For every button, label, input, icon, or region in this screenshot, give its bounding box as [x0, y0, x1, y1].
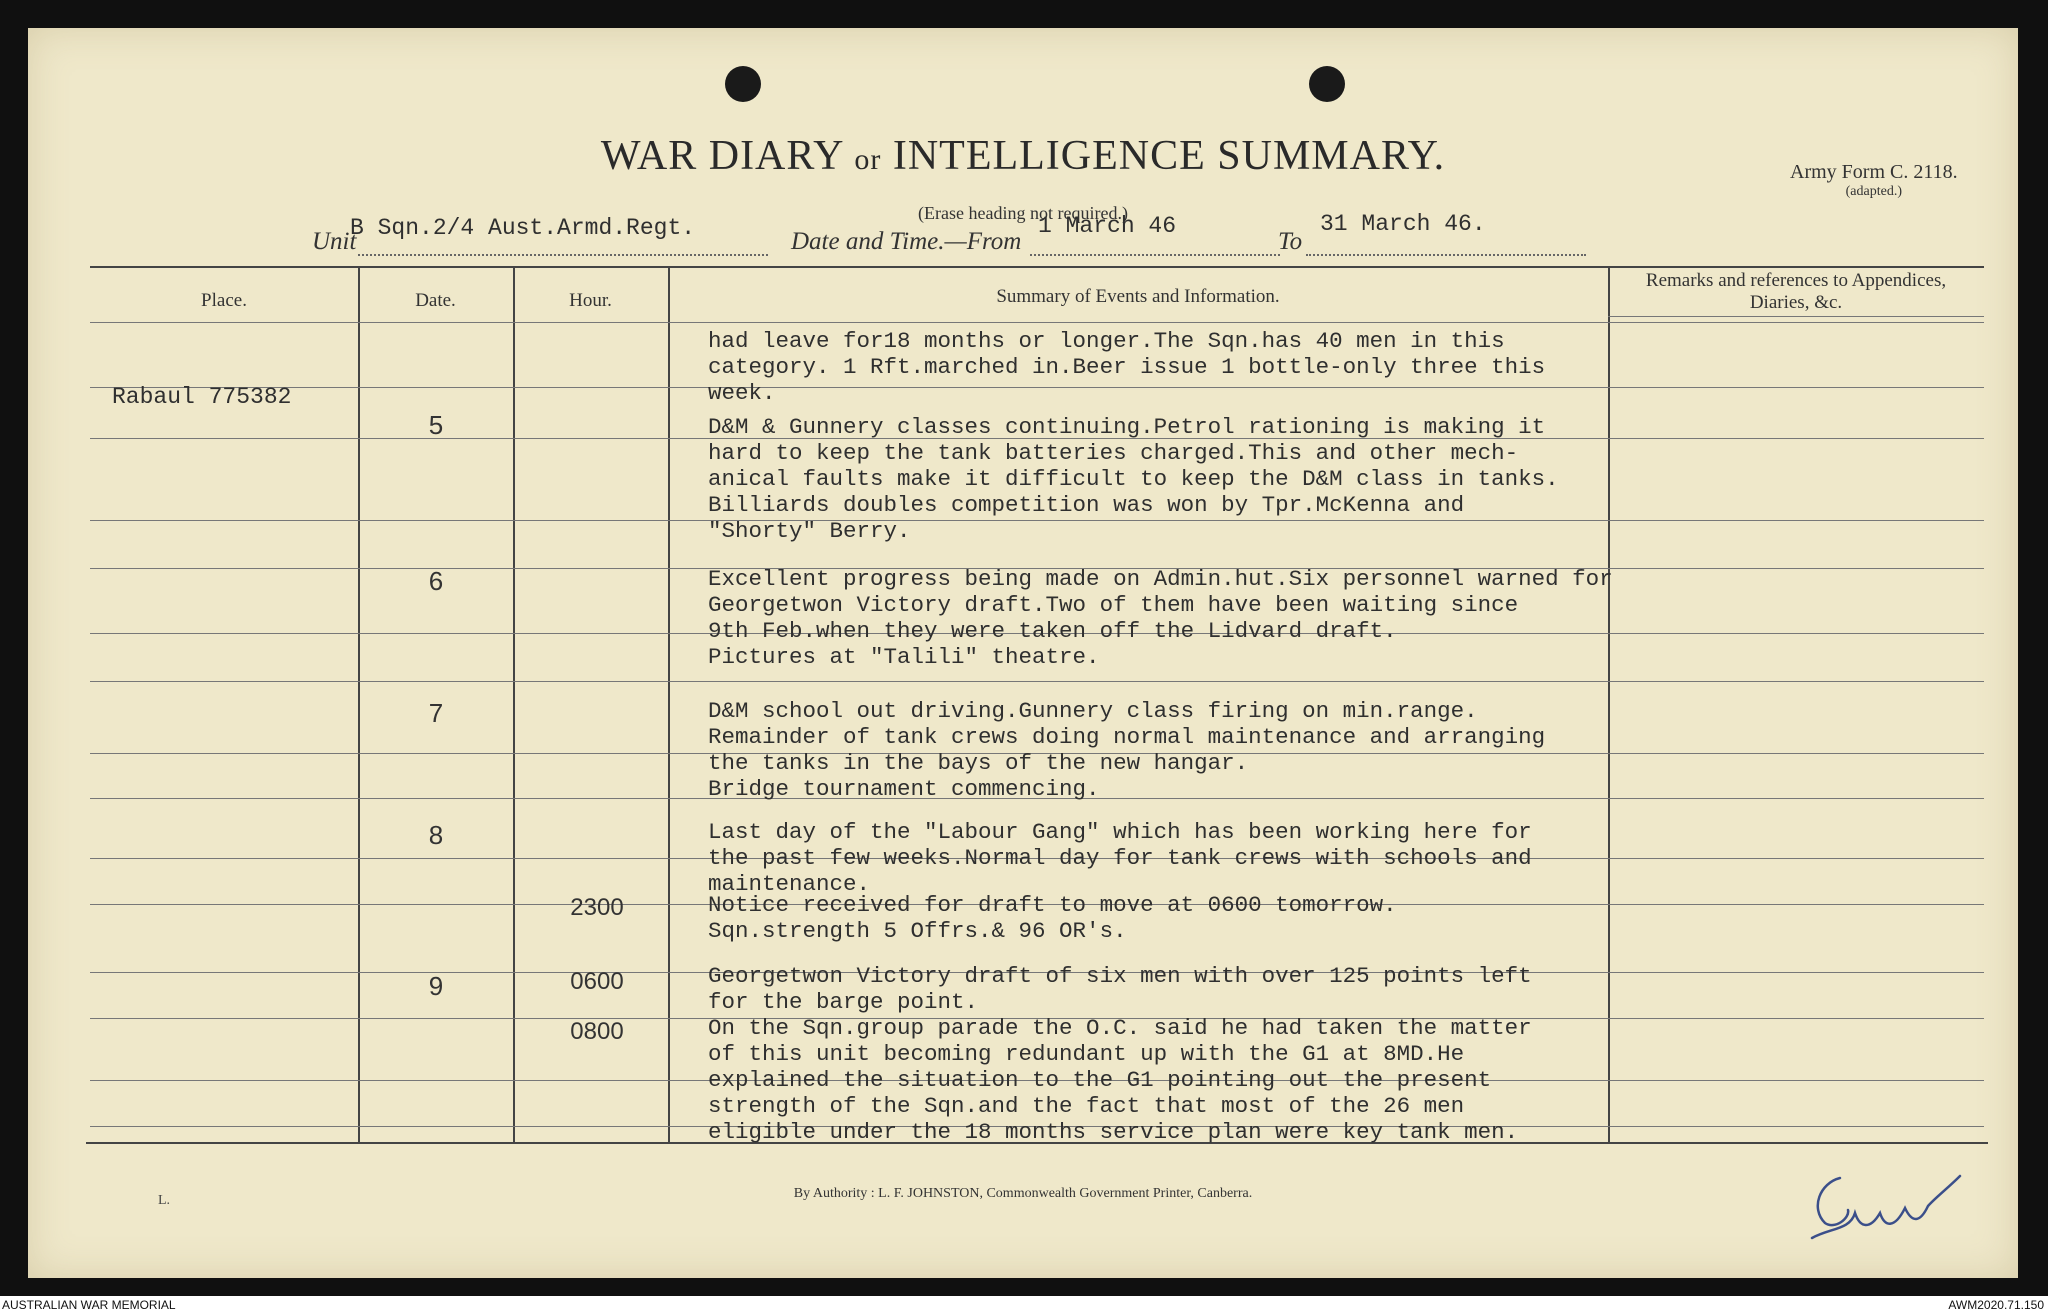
date-from-value: 1 March 46 — [1038, 213, 1177, 239]
header-rule-1 — [90, 322, 1984, 323]
entry-text: Last day of the "Labour Gang" which has been working here for the past few weeks.Normal day for tank crews with schools and maintenance. — [708, 819, 1532, 897]
entry-text: D&M school out driving.Gunnery class firing on min.range. Remainder of tank crews doing normal maintenance and arranging the tanks in the bays of the new hangar. Bridge tournament commencing. — [708, 698, 1546, 802]
title-intelligence-summary: INTELLIGENCE SUMMARY. — [892, 133, 1446, 179]
date-from-label: Date and Time.—From — [791, 228, 1022, 255]
entry-text: On the Sqn.group parade the O.C. said he had taken the matter of this unit becoming redundant up with the G1 at 8MD.He explained the situation to the G1 pointing out the present strength of the Sqn.and the fact that most of the 26 men eligible under the 18 months service plan were key tank men. — [708, 1015, 1532, 1145]
entry-text: Notice received for draft to move at 0600 tomorrow. Sqn.strength 5 Offrs.& 96 OR's. — [708, 892, 1397, 944]
row-rule — [90, 681, 1984, 682]
unit-dotted-line — [358, 254, 768, 256]
punch-hole-right — [1309, 66, 1345, 102]
column-divider-place — [358, 266, 360, 1142]
diary-page — [28, 28, 2018, 1278]
hour-cell: 2300 — [570, 894, 624, 921]
hour-cell: 0800 — [570, 1018, 624, 1045]
date-cell: 8 — [428, 820, 444, 850]
form-title — [28, 132, 2018, 180]
column-divider-date — [513, 266, 515, 1142]
column-divider-hour — [668, 266, 670, 1142]
date-cell: 6 — [428, 566, 444, 596]
printer-authority: By Authority : L. F. JOHNSTON, Commonwealth Government Printer, Canberra. — [793, 1186, 1253, 1201]
punch-hole-left — [725, 66, 761, 102]
archive-name: AUSTRALIAN WAR MEMORIAL — [2, 1298, 176, 1312]
date-to-dotted-line — [1306, 254, 1586, 256]
column-header-place: Place. — [201, 290, 247, 311]
date-to-label: To — [1278, 228, 1303, 255]
title-or: or — [854, 143, 882, 176]
signature-initials — [1800, 1168, 1970, 1258]
date-to-value: 31 March 46. — [1320, 211, 1486, 237]
form-subtitle: (Erase heading not required.) — [918, 203, 1128, 223]
archive-strip — [0, 1296, 2048, 1314]
entry-text: Excellent progress being made on Admin.hut.Six personnel warned for Georgetwon Victory draft.Two of them have been waiting since 9th Feb.when they were taken off the Lidvard draft. Pictures at "Talili" theatre. — [708, 566, 1613, 670]
army-form-note: (adapted.) — [1845, 184, 1902, 199]
entry-text: had leave for18 months or longer.The Sqn.has 40 men in this category. 1 Rft.marched in.Beer issue 1 bottle-only three this week. — [708, 328, 1546, 406]
footer-form-code: L. — [158, 1193, 171, 1208]
unit-label: Unit — [312, 228, 357, 255]
army-form-label: Army Form C. 2118. — [1790, 161, 1958, 183]
column-header-summary: Summary of Events and Information. — [996, 286, 1280, 307]
header-rule-2 — [1608, 316, 1984, 317]
entry-text: Georgetwon Victory draft of six men with over 125 points left for the barge point. — [708, 963, 1532, 1015]
archive-accession-number: AWM2020.71.150 — [1948, 1298, 2044, 1312]
table-top-border — [90, 266, 1984, 268]
date-cell: 7 — [428, 698, 444, 728]
title-war-diary: WAR DIARY — [600, 133, 843, 179]
date-cell: 5 — [428, 410, 444, 440]
column-header-date: Date. — [415, 290, 456, 311]
unit-value: B Sqn.2/4 Aust.Armd.Regt. — [350, 215, 696, 241]
hour-cell: 0600 — [570, 968, 624, 995]
column-header-hour: Hour. — [569, 290, 612, 311]
place-value: Rabaul 775382 — [112, 384, 292, 410]
entry-text: D&M & Gunnery classes continuing.Petrol rationing is making it hard to keep the tank batteries charged.This and other mech- anical faults make it difficult to keep the D&M class in tanks. Billiards doubles competition was won by Tpr.McKenna and "Shorty" Berry. — [708, 414, 1559, 544]
column-header-remarks: Remarks and references to Appendices, Diaries, &c. — [1645, 270, 1947, 313]
army-form-number — [1790, 161, 1958, 200]
date-cell: 9 — [428, 971, 444, 1001]
date-from-dotted-line — [1030, 254, 1280, 256]
